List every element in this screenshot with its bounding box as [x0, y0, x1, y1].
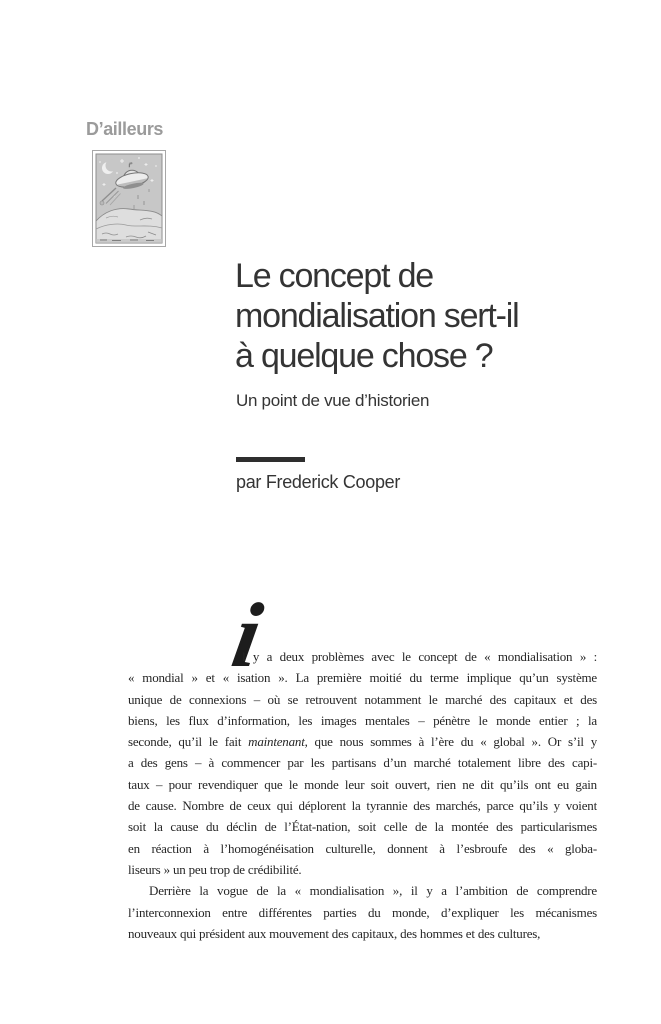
- text-line: nouveaux qui président aux mouvement des capitaux, des hommes et des cultures,: [128, 925, 541, 941]
- text-line: unique de connexions – où se retrouvent notamment le marché des capitaux et des: [128, 691, 597, 707]
- text-line: de cause. Nombre de ceux qui déplorent la tyrannie des marchés, parce qu’ils y voient: [128, 798, 597, 814]
- author-byline: par Frederick Cooper: [236, 472, 401, 492]
- text-line: Derrière la vogue de la « mondialisation », il y a l’ambition de comprendre: [149, 883, 597, 899]
- text-line: en réaction à l’homogénéisation culturelle, donnent à l’esbroufe des « globa-: [128, 840, 597, 856]
- text-line: biens, les flux d’information, les images mentales – pénètre le monde entier ; la: [128, 712, 597, 728]
- section-kicker: D’ailleurs: [86, 119, 164, 139]
- article-title: [235, 256, 635, 376]
- text-line: l’interconnexion entre différentes parties du monde, d’expliquer les mécanismes: [128, 904, 597, 920]
- ufo-night-landscape-icon: [92, 150, 166, 247]
- text-line: soit la cause du déclin de l’État-nation, soit celle de la montée des particularismes: [128, 819, 597, 835]
- text-line: « mondial » et « isation ». La première moitié du terme implique qu’un système: [128, 670, 597, 686]
- ufo-illustration-icon: [92, 150, 166, 247]
- text-line: l y a deux problèmes avec le concept de « mondialisation » :: [242, 649, 597, 664]
- drop-cap: i: [225, 584, 270, 686]
- article-subtitle: Un point de vue d’historien: [236, 391, 430, 410]
- text-line: liseurs » un peu trop de crédibilité.: [128, 861, 302, 877]
- article-body: [128, 646, 597, 944]
- paragraph: [128, 880, 597, 944]
- text-line: a des gens – à commencer par les partisans d’un marché totalement libre des capi-: [128, 755, 597, 771]
- text-line: seconde, qu’il le fait maintenant, que nous sommes à l’ère du « global ». Or s’il y: [128, 734, 597, 750]
- title-line-3: à quelque chose ?: [235, 337, 493, 375]
- byline-rule: [236, 457, 305, 462]
- title-line-1: Le concept de: [235, 257, 434, 295]
- text-line: taux – pour revendiquer que le monde leur soit ouvert, rien ne dit qu’ils ont eu gain: [128, 776, 597, 792]
- title-line-2: mondialisation sert-il: [235, 297, 519, 335]
- paragraph: [128, 646, 597, 880]
